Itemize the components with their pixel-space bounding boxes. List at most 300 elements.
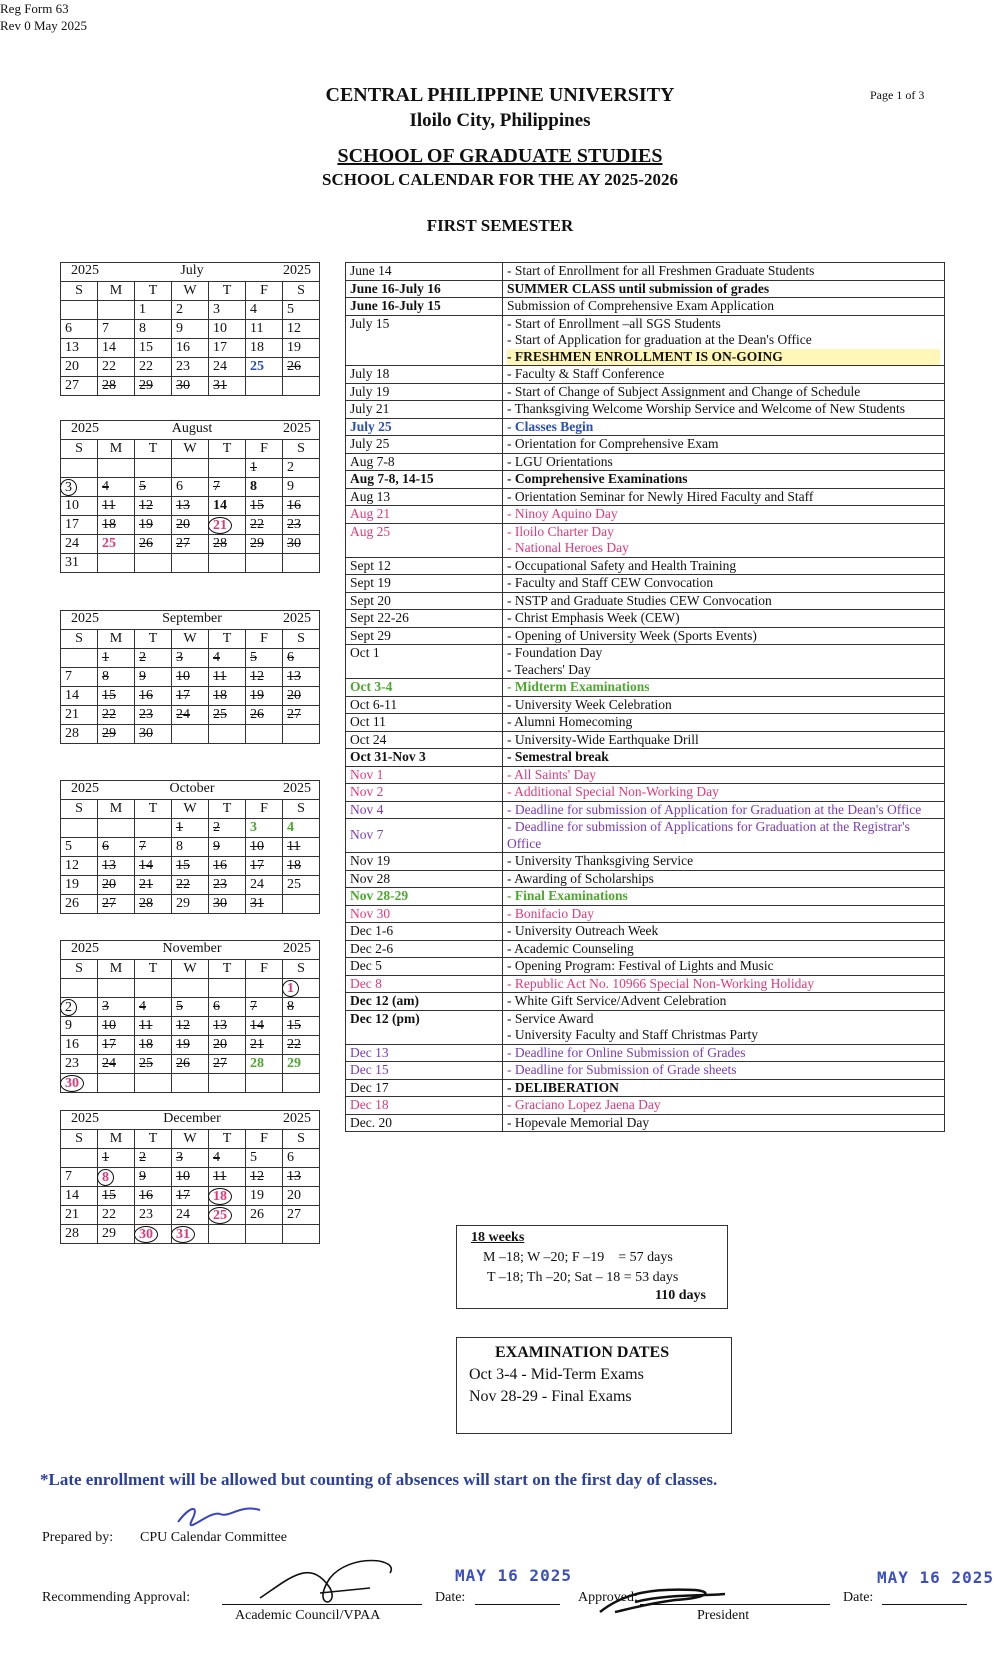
calendar-day bbox=[283, 1055, 320, 1074]
day-number: 1 bbox=[139, 302, 146, 317]
calendar-day bbox=[172, 1055, 209, 1074]
weekday-header: F bbox=[246, 440, 283, 459]
calendar-day bbox=[172, 668, 209, 687]
event-date: Aug 21 bbox=[346, 506, 503, 524]
day-number: 23 bbox=[213, 877, 227, 892]
event-description-line: - Faculty & Staff Conference bbox=[507, 366, 665, 381]
calendar-year-right: 2025 bbox=[283, 263, 311, 278]
calendar-day bbox=[135, 1036, 172, 1055]
day-number: 16 bbox=[139, 688, 153, 703]
event-date: Nov 28 bbox=[346, 870, 503, 888]
event-description-line: - Occupational Safety and Health Training bbox=[507, 557, 737, 573]
calendar-day bbox=[209, 516, 246, 535]
calendar-day bbox=[172, 838, 209, 857]
event-date: Dec 17 bbox=[346, 1079, 503, 1097]
day-number: 27 bbox=[287, 1207, 301, 1222]
calendar-day bbox=[209, 1168, 246, 1187]
event-row bbox=[346, 1114, 945, 1132]
day-number: 28 bbox=[65, 1226, 79, 1241]
calendar-day bbox=[172, 1168, 209, 1187]
prepared-by: CPU Calendar Committee bbox=[140, 1530, 287, 1545]
day-number: 18 bbox=[250, 340, 264, 355]
day-number: 26 bbox=[65, 896, 79, 911]
calendar-day bbox=[135, 687, 172, 706]
event-row bbox=[346, 523, 945, 557]
event-description-line: - Faculty and Staff CEW Convocation bbox=[507, 575, 714, 590]
event-date: Sept 29 bbox=[346, 627, 503, 645]
calendar-month-name: November bbox=[162, 941, 222, 956]
calendar-day bbox=[98, 1206, 135, 1225]
day-number: 26 bbox=[176, 1056, 190, 1071]
calendar-day bbox=[246, 998, 283, 1017]
calendar-day bbox=[209, 706, 246, 725]
day-number: 26 bbox=[250, 1207, 264, 1222]
event-description-line: - Start of Enrollment –all SGS Students bbox=[507, 315, 721, 331]
day-number: 31 bbox=[250, 896, 264, 911]
calendar-september bbox=[60, 610, 320, 744]
event-description bbox=[503, 315, 945, 366]
calendar-day bbox=[172, 687, 209, 706]
day-number: 29 bbox=[250, 536, 264, 551]
day-number: 12 bbox=[250, 1169, 264, 1184]
event-description bbox=[503, 418, 945, 436]
calendar-day bbox=[135, 857, 172, 876]
day-number: 22 bbox=[139, 359, 153, 374]
event-description bbox=[503, 731, 945, 749]
weekday-header: S bbox=[61, 282, 98, 301]
day-number: 2 bbox=[60, 999, 77, 1016]
day-number: 18 bbox=[213, 688, 227, 703]
calendar-day bbox=[61, 725, 98, 744]
calendar-day bbox=[98, 876, 135, 895]
day-number: 10 bbox=[176, 669, 190, 684]
calendar-day bbox=[246, 857, 283, 876]
calendar-day bbox=[283, 838, 320, 857]
event-description bbox=[503, 471, 945, 489]
calendar-day bbox=[61, 979, 98, 998]
day-number: 27 bbox=[65, 378, 79, 393]
calendar-day bbox=[172, 1017, 209, 1036]
day-number: 30 bbox=[176, 378, 190, 393]
event-description-line: - All Saints' Day bbox=[507, 766, 597, 782]
day-number: 27 bbox=[176, 536, 190, 551]
event-row bbox=[346, 905, 945, 923]
calendar-day bbox=[61, 838, 98, 857]
calendar-day bbox=[283, 339, 320, 358]
event-description bbox=[503, 436, 945, 454]
calendar-day bbox=[172, 459, 209, 478]
exam-title: EXAMINATION DATES bbox=[495, 1344, 670, 1361]
calendar-day bbox=[209, 857, 246, 876]
event-date: Dec. 20 bbox=[346, 1114, 503, 1132]
calendar-day bbox=[246, 979, 283, 998]
calendar-day bbox=[135, 535, 172, 554]
day-number: 27 bbox=[287, 707, 301, 722]
day-number: 18 bbox=[287, 858, 301, 873]
event-date: July 25 bbox=[346, 436, 503, 454]
event-date: Aug 7-8, 14-15 bbox=[346, 471, 503, 489]
day-number: 28 bbox=[139, 896, 153, 911]
calendar-day bbox=[209, 301, 246, 320]
date-line-1 bbox=[475, 1604, 560, 1605]
event-row bbox=[346, 488, 945, 506]
calendar-day bbox=[61, 1055, 98, 1074]
calendar-year-right: 2025 bbox=[283, 1111, 311, 1126]
day-number: 7 bbox=[213, 479, 220, 494]
calendar-day bbox=[98, 516, 135, 535]
weekday-header: M bbox=[98, 1130, 135, 1149]
event-description-line: - Foundation Day bbox=[507, 645, 603, 660]
event-date: Oct 1 bbox=[346, 645, 503, 679]
event-description bbox=[503, 383, 945, 401]
day-number: 13 bbox=[102, 858, 116, 873]
event-description-line: - Iloilo Charter Day bbox=[507, 523, 614, 539]
day-number: 13 bbox=[65, 340, 79, 355]
event-description bbox=[503, 870, 945, 888]
event-date: Dec 1-6 bbox=[346, 923, 503, 941]
examination-dates-box bbox=[456, 1337, 732, 1434]
day-number: 9 bbox=[213, 839, 220, 854]
day-number: 21 bbox=[65, 1207, 79, 1222]
calendar-day bbox=[209, 1225, 246, 1244]
day-number: 7 bbox=[65, 1169, 72, 1184]
event-description-line: - Comprehensive Examinations bbox=[507, 471, 688, 486]
calendar-day bbox=[135, 1225, 172, 1244]
calendar-day bbox=[172, 895, 209, 914]
calendar-day bbox=[209, 819, 246, 838]
day-number: 5 bbox=[139, 479, 146, 494]
calendar-day bbox=[246, 838, 283, 857]
calendar-day bbox=[135, 478, 172, 497]
event-row bbox=[346, 298, 945, 316]
date-stamp-1: MAY 16 2025 bbox=[455, 1566, 572, 1585]
event-date: Aug 25 bbox=[346, 523, 503, 557]
calendar-year-left: 2025 bbox=[71, 1111, 99, 1126]
event-date: July 18 bbox=[346, 366, 503, 384]
calendar-day bbox=[172, 725, 209, 744]
calendar-day bbox=[98, 819, 135, 838]
weekday-header: S bbox=[283, 440, 320, 459]
calendar-day bbox=[283, 459, 320, 478]
calendar-day bbox=[283, 1225, 320, 1244]
event-description-line: - Alumni Homecoming bbox=[507, 714, 633, 729]
calendar-day bbox=[61, 320, 98, 339]
event-description bbox=[503, 1114, 945, 1132]
event-row bbox=[346, 993, 945, 1011]
calendar-day bbox=[246, 320, 283, 339]
day-number: 4 bbox=[102, 479, 109, 494]
event-row bbox=[346, 436, 945, 454]
calendar-day bbox=[98, 478, 135, 497]
day-number: 4 bbox=[213, 1150, 220, 1165]
event-row bbox=[346, 853, 945, 871]
calendar-day bbox=[283, 819, 320, 838]
event-row bbox=[346, 1097, 945, 1115]
calendar-day bbox=[209, 998, 246, 1017]
calendar-day bbox=[98, 1149, 135, 1168]
calendar-day bbox=[209, 1017, 246, 1036]
calendar-day bbox=[283, 377, 320, 396]
calendar-day bbox=[61, 706, 98, 725]
day-number: 16 bbox=[287, 498, 301, 513]
calendar-day bbox=[283, 516, 320, 535]
day-number: 15 bbox=[102, 1188, 116, 1203]
day-number: 28 bbox=[102, 378, 116, 393]
calendar-day bbox=[209, 320, 246, 339]
calendar-day bbox=[61, 459, 98, 478]
day-number: 17 bbox=[65, 517, 79, 532]
event-description-line: - Opening Program: Festival of Lights and Music bbox=[507, 958, 774, 973]
event-description-line: - University Thanksgiving Service bbox=[507, 853, 694, 868]
event-row bbox=[346, 1010, 945, 1044]
day-number: 3 bbox=[176, 1150, 183, 1165]
calendar-day bbox=[98, 838, 135, 857]
day-number: 2 bbox=[287, 460, 294, 475]
event-row bbox=[346, 366, 945, 384]
approved-label: Approved: bbox=[578, 1590, 638, 1605]
calendar-day bbox=[283, 725, 320, 744]
day-number: 16 bbox=[213, 858, 227, 873]
calendar-day bbox=[98, 706, 135, 725]
event-description-line: - DELIBERATION bbox=[507, 1079, 619, 1095]
event-description bbox=[503, 714, 945, 732]
event-description bbox=[503, 679, 945, 697]
day-number: 6 bbox=[287, 650, 294, 665]
calendar-day bbox=[209, 876, 246, 895]
calendar-day bbox=[246, 358, 283, 377]
calendar-day bbox=[283, 979, 320, 998]
event-description-line: SUMMER CLASS until submission of grades bbox=[507, 280, 770, 296]
weekday-header: S bbox=[283, 960, 320, 979]
calendar-year-left: 2025 bbox=[71, 263, 99, 278]
event-date: Nov 7 bbox=[346, 819, 503, 853]
event-description-line: - Thanksgiving Welcome Worship Service and Welcome of New Students bbox=[507, 401, 906, 416]
day-number: 17 bbox=[102, 1037, 116, 1052]
day-number: 28 bbox=[65, 726, 79, 741]
calendar-day bbox=[283, 1206, 320, 1225]
calendar-day bbox=[135, 1168, 172, 1187]
day-number: 5 bbox=[287, 302, 294, 317]
event-date: June 16-July 16 bbox=[346, 280, 503, 298]
day-number: 17 bbox=[176, 688, 190, 703]
day-number: 15 bbox=[287, 1018, 301, 1033]
day-number: 3 bbox=[102, 999, 109, 1014]
day-number: 14 bbox=[250, 1018, 264, 1033]
calendar-day bbox=[283, 649, 320, 668]
day-number: 4 bbox=[287, 820, 294, 835]
day-number: 14 bbox=[65, 1188, 79, 1203]
event-description-line: - Final Examinations bbox=[507, 888, 628, 903]
day-number: 27 bbox=[213, 1056, 227, 1071]
event-date: Oct 11 bbox=[346, 714, 503, 732]
day-number: 6 bbox=[65, 321, 72, 336]
calendar-day bbox=[172, 998, 209, 1017]
weekday-header: S bbox=[283, 282, 320, 301]
recommending-line bbox=[222, 1604, 422, 1605]
calendar-day bbox=[209, 459, 246, 478]
calendar-day bbox=[61, 668, 98, 687]
weekday-header: S bbox=[61, 960, 98, 979]
calendar-day bbox=[283, 998, 320, 1017]
day-number: 14 bbox=[213, 498, 227, 513]
day-number: 22 bbox=[176, 877, 190, 892]
calendar-day bbox=[283, 687, 320, 706]
day-number: 23 bbox=[139, 1207, 153, 1222]
event-date: Dec 12 (am) bbox=[346, 993, 503, 1011]
day-number: 22 bbox=[102, 707, 116, 722]
weekday-header: T bbox=[135, 440, 172, 459]
event-row bbox=[346, 714, 945, 732]
calendar-day bbox=[246, 516, 283, 535]
day-number: 23 bbox=[176, 359, 190, 374]
day-number: 6 bbox=[213, 999, 220, 1014]
calendar-day bbox=[98, 1017, 135, 1036]
calendar-day bbox=[98, 301, 135, 320]
calendar-day bbox=[98, 649, 135, 668]
calendar-day bbox=[246, 459, 283, 478]
day-number: 28 bbox=[213, 536, 227, 551]
day-number: 24 bbox=[176, 707, 190, 722]
weeks-summary-box bbox=[456, 1225, 728, 1309]
calendar-day bbox=[172, 320, 209, 339]
day-number: 9 bbox=[65, 1018, 72, 1033]
calendar-day bbox=[283, 895, 320, 914]
event-row bbox=[346, 383, 945, 401]
day-number: 15 bbox=[250, 498, 264, 513]
event-description-line: - Service Award bbox=[507, 1010, 594, 1026]
event-date: Oct 24 bbox=[346, 731, 503, 749]
calendar-day bbox=[209, 649, 246, 668]
event-row bbox=[346, 610, 945, 628]
calendar-day bbox=[61, 857, 98, 876]
event-description-line: - Opening of University Week (Sports Events) bbox=[507, 627, 757, 643]
event-date: Dec 15 bbox=[346, 1062, 503, 1080]
event-row bbox=[346, 696, 945, 714]
calendar-day bbox=[283, 358, 320, 377]
event-date: Sept 20 bbox=[346, 592, 503, 610]
calendar-day bbox=[246, 876, 283, 895]
calendar-day bbox=[283, 668, 320, 687]
day-number: 8 bbox=[287, 999, 294, 1014]
event-row bbox=[346, 1062, 945, 1080]
date-label-2: Date: bbox=[843, 1590, 874, 1605]
event-description-line: - University Faculty and Staff Christmas Party bbox=[507, 1027, 758, 1042]
day-number: 31 bbox=[65, 555, 79, 570]
calendar-day bbox=[61, 377, 98, 396]
calendar-day bbox=[209, 1206, 246, 1225]
event-description bbox=[503, 298, 945, 316]
calendar-day bbox=[209, 1036, 246, 1055]
event-description bbox=[503, 627, 945, 645]
event-description-line: - Deadline for submission of Application for Graduation at the Dean's Office bbox=[507, 801, 922, 817]
calendar-day bbox=[98, 1225, 135, 1244]
day-number: 23 bbox=[139, 707, 153, 722]
calendar-day bbox=[172, 377, 209, 396]
calendar-day bbox=[135, 876, 172, 895]
calendar-day bbox=[98, 1074, 135, 1093]
calendar-day bbox=[98, 725, 135, 744]
calendar-day bbox=[135, 1206, 172, 1225]
day-number: 11 bbox=[102, 498, 116, 513]
day-number: 15 bbox=[102, 688, 116, 703]
day-number: 26 bbox=[287, 359, 301, 374]
event-description-line: - Christ Emphasis Week (CEW) bbox=[507, 610, 680, 625]
event-description bbox=[503, 766, 945, 784]
calendar-month-name: August bbox=[171, 421, 213, 436]
calendar-day bbox=[283, 706, 320, 725]
event-date: Sept 22-26 bbox=[346, 610, 503, 628]
calendar-day bbox=[172, 819, 209, 838]
event-row bbox=[346, 1079, 945, 1097]
day-number: 10 bbox=[213, 321, 227, 336]
event-date: Sept 12 bbox=[346, 557, 503, 575]
day-number: 13 bbox=[213, 1018, 227, 1033]
day-number: 1 bbox=[102, 650, 109, 665]
day-number: 5 bbox=[250, 1150, 257, 1165]
event-row bbox=[346, 784, 945, 802]
event-date: Nov 30 bbox=[346, 905, 503, 923]
calendar-day bbox=[246, 725, 283, 744]
event-description-line: - Additional Special Non-Working Day bbox=[507, 784, 719, 799]
calendar-day bbox=[246, 1017, 283, 1036]
calendar-year-right: 2025 bbox=[283, 941, 311, 956]
day-number: 28 bbox=[250, 1056, 264, 1071]
day-number: 2 bbox=[213, 820, 220, 835]
weekday-header: W bbox=[172, 440, 209, 459]
calendar-day bbox=[172, 516, 209, 535]
event-description bbox=[503, 993, 945, 1011]
day-number: 20 bbox=[176, 517, 190, 532]
calendar-day bbox=[209, 339, 246, 358]
event-description bbox=[503, 905, 945, 923]
calendar-day bbox=[172, 876, 209, 895]
calendar-year-right: 2025 bbox=[283, 611, 311, 626]
event-description-line: - Start of Application for graduation at the Dean's Office bbox=[507, 332, 812, 347]
calendar-day bbox=[172, 1036, 209, 1055]
day-number: 31 bbox=[171, 1226, 195, 1243]
event-description bbox=[503, 575, 945, 593]
calendar-day bbox=[61, 554, 98, 573]
event-description bbox=[503, 1079, 945, 1097]
form-code bbox=[0, 0, 1000, 34]
calendar-day bbox=[135, 1017, 172, 1036]
calendar-day bbox=[98, 358, 135, 377]
day-number: 4 bbox=[250, 302, 257, 317]
day-number: 16 bbox=[176, 340, 190, 355]
event-description bbox=[503, 923, 945, 941]
day-number: 13 bbox=[176, 498, 190, 513]
event-description bbox=[503, 263, 945, 281]
day-number: 15 bbox=[139, 340, 153, 355]
event-description-line: - Deadline for Online Submission of Grades bbox=[507, 1044, 746, 1060]
event-row bbox=[346, 627, 945, 645]
calendar-month-name: December bbox=[163, 1111, 221, 1126]
event-description-line: - Graciano Lopez Jaena Day bbox=[507, 1097, 661, 1112]
calendar-day bbox=[61, 1187, 98, 1206]
calendar-day bbox=[283, 535, 320, 554]
calendar-day bbox=[61, 998, 98, 1017]
calendar-day bbox=[283, 1149, 320, 1168]
event-row bbox=[346, 401, 945, 419]
calendar-day bbox=[283, 1168, 320, 1187]
event-date: Oct 3-4 bbox=[346, 679, 503, 697]
semester-title: FIRST SEMESTER bbox=[426, 216, 574, 235]
calendar-day bbox=[98, 1055, 135, 1074]
event-description-line: - Semestral break bbox=[507, 749, 609, 764]
weekday-header: T bbox=[209, 960, 246, 979]
day-number: 14 bbox=[139, 858, 153, 873]
calendar-day bbox=[135, 516, 172, 535]
